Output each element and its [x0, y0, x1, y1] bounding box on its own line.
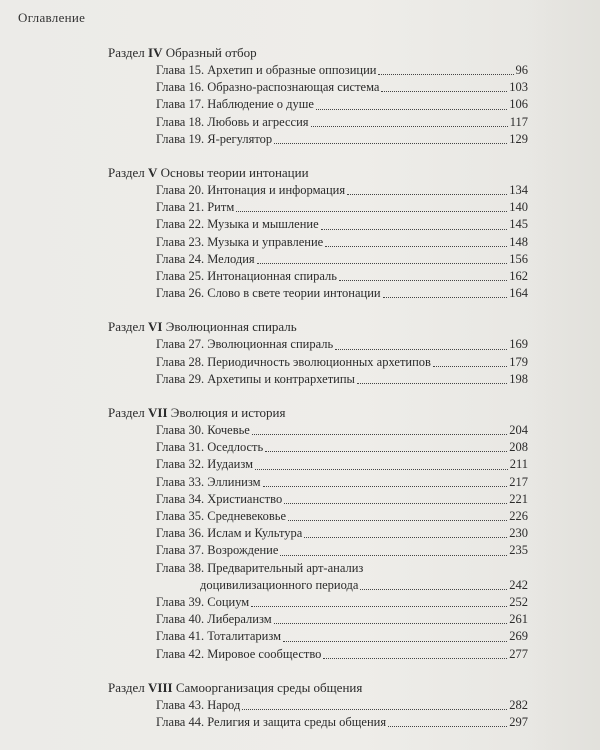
leader-dots [265, 451, 507, 452]
section-prefix: Раздел [108, 319, 145, 335]
leader-dots [283, 641, 507, 642]
chapter-entry[interactable] [156, 508, 528, 525]
leader-dots [316, 109, 507, 110]
leader-dots [378, 74, 513, 75]
page-number: 217 [509, 474, 528, 489]
page-number: 164 [509, 286, 528, 301]
chapter-entry[interactable] [156, 182, 528, 199]
chapter-label: Глава 28. Периодичность эволюционных архетипов [156, 354, 431, 369]
page-edge-shadow [530, 0, 600, 750]
chapter-label: Глава 32. Иудаизм [156, 457, 253, 472]
chapter-entry[interactable] [156, 697, 528, 714]
section-number: VIII [148, 679, 173, 695]
page-number: 117 [509, 114, 528, 129]
chapter-entry[interactable] [156, 251, 528, 268]
leader-dots [433, 366, 507, 367]
chapter-label: Глава 29. Архетипы и контрархетипы [156, 371, 355, 386]
chapter-entry[interactable] [156, 456, 528, 473]
page-number: 106 [509, 97, 528, 112]
chapter-entry[interactable] [156, 354, 528, 371]
page-number: 211 [509, 457, 528, 472]
chapter-label-continued: доцивилизационного периода [200, 577, 359, 592]
chapter-entry[interactable] [156, 611, 528, 628]
section-number: VII [148, 405, 168, 421]
page-number: 140 [509, 200, 528, 215]
chapter-entry[interactable] [156, 422, 528, 439]
leader-dots [284, 503, 507, 504]
chapter-entry[interactable] [156, 628, 528, 645]
chapter-list [156, 336, 528, 388]
leader-dots [381, 91, 507, 92]
leader-dots [383, 297, 508, 298]
leader-dots [304, 537, 507, 538]
section-prefix: Раздел [108, 405, 145, 421]
chapter-list [156, 62, 528, 148]
chapter-entry[interactable] [156, 234, 528, 251]
page-number: 261 [509, 612, 528, 627]
chapter-label: Глава 39. Социум [156, 595, 250, 610]
table-of-contents [108, 44, 528, 747]
chapter-label: Глава 26. Слово в свете теории интонации [156, 286, 381, 301]
chapter-entry[interactable] [156, 216, 528, 233]
section-title: Эволюционная спираль [165, 319, 297, 335]
chapter-label: Глава 31. Оседлость [156, 440, 264, 455]
page-number: 179 [509, 354, 528, 369]
section-prefix: Раздел [108, 679, 145, 695]
section-title: Основы теории интонации [160, 165, 309, 181]
section-number: VI [148, 319, 163, 335]
page-number: 96 [515, 63, 528, 77]
chapter-label: Глава 36. Ислам и Культура [156, 526, 303, 541]
chapter-list [156, 182, 528, 302]
chapter-entry[interactable] [156, 268, 528, 285]
leader-dots [388, 726, 507, 727]
toc-section [108, 318, 528, 388]
page-number: 156 [509, 251, 528, 266]
chapter-entry[interactable] [156, 646, 528, 663]
leader-dots [311, 126, 508, 127]
section-title: Эволюция и история [170, 405, 286, 421]
page-number: 282 [509, 697, 528, 712]
chapter-label: Глава 20. Интонация и информация [156, 183, 346, 198]
section-heading [108, 164, 528, 182]
toc-section [108, 164, 528, 302]
chapter-label: Глава 33. Эллинизм [156, 474, 261, 489]
page-header: Оглавление [18, 10, 86, 25]
chapter-label: Глава 21. Ритм [156, 200, 235, 215]
chapter-entry[interactable] [156, 371, 528, 388]
section-prefix: Раздел [108, 165, 145, 181]
chapter-label: Глава 22. Музыка и мышление [156, 217, 319, 232]
page-number: 221 [509, 491, 528, 506]
page-number: 230 [509, 526, 528, 541]
section-title: Самоорганизация среды общения [175, 679, 363, 695]
toc-section [108, 679, 528, 731]
page-number: 162 [509, 269, 528, 284]
toc-section [108, 404, 528, 663]
chapter-label: Глава 23. Музыка и управление [156, 234, 324, 249]
chapter-entry[interactable] [156, 714, 528, 731]
chapter-entry[interactable] [156, 491, 528, 508]
chapter-entry[interactable] [156, 560, 528, 594]
leader-dots [252, 434, 507, 435]
chapter-entry[interactable] [156, 594, 528, 611]
chapter-label: Глава 18. Любовь и агрессия [156, 114, 309, 129]
leader-dots [325, 246, 507, 247]
leader-dots [339, 280, 507, 281]
page-number: 297 [509, 715, 528, 730]
leader-dots [274, 143, 507, 144]
chapter-label: Глава 30. Кочевье [156, 423, 250, 438]
leader-dots [280, 555, 507, 556]
chapter-line-2 [156, 577, 528, 594]
chapter-entry[interactable] [156, 62, 528, 79]
page-number: 277 [509, 646, 528, 661]
chapter-entry[interactable] [156, 96, 528, 113]
leader-dots [360, 589, 507, 590]
chapter-label: Глава 37. Возрождение [156, 543, 279, 558]
section-number: IV [148, 45, 163, 60]
section-number: V [148, 165, 158, 181]
chapter-label: Глава 40. Либерализм [156, 612, 272, 627]
chapter-entry[interactable] [156, 439, 528, 456]
chapter-label: Глава 35. Средневековье [156, 509, 287, 524]
chapter-entry[interactable] [156, 285, 528, 302]
page-number: 252 [509, 595, 528, 610]
chapter-label: Глава 17. Наблюдение о душе [156, 97, 314, 112]
chapter-entry[interactable] [156, 114, 528, 131]
section-heading [108, 679, 528, 697]
leader-dots [257, 263, 508, 264]
chapter-label: Глава 19. Я-регулятор [156, 131, 273, 146]
chapter-list [156, 422, 528, 663]
section-heading [108, 318, 528, 336]
chapter-label: Глава 16. Образно-распознающая система [156, 80, 380, 95]
page-number: 204 [509, 423, 528, 438]
page-number: 103 [509, 80, 528, 95]
leader-dots [335, 349, 507, 350]
leader-dots [323, 658, 507, 659]
page-number: 129 [509, 131, 528, 146]
leader-dots [274, 623, 508, 624]
toc-section [108, 44, 528, 148]
chapter-list [156, 697, 528, 731]
page-number: 169 [509, 337, 528, 352]
chapter-label: Глава 44. Религия и защита среды общения [156, 715, 387, 730]
chapter-entry[interactable] [156, 199, 528, 216]
page-number: 235 [509, 543, 528, 558]
chapter-entry[interactable] [156, 336, 528, 353]
leader-dots [255, 469, 508, 470]
leader-dots [263, 486, 508, 487]
chapter-label: Глава 24. Мелодия [156, 251, 255, 266]
page-number: 145 [509, 217, 528, 232]
chapter-entry[interactable] [156, 79, 528, 96]
section-heading [108, 44, 528, 62]
section-prefix: Раздел [108, 45, 145, 60]
chapter-label: Глава 41. Тоталитаризм [156, 629, 281, 644]
chapter-label: Глава 42. Мировое сообщество [156, 646, 322, 661]
leader-dots [251, 606, 507, 607]
leader-dots [242, 709, 507, 710]
page-number: 134 [509, 183, 528, 198]
chapter-entry[interactable] [156, 474, 528, 491]
chapter-entry[interactable] [156, 525, 528, 542]
leader-dots [236, 211, 507, 212]
leader-dots [321, 229, 508, 230]
chapter-label: Глава 38. Предварительный арт-анализ [156, 560, 364, 575]
leader-dots [288, 520, 507, 521]
section-title: Образный отбор [165, 45, 257, 60]
leader-dots [347, 194, 507, 195]
leader-dots [357, 383, 507, 384]
chapter-label: Глава 27. Эволюционная спираль [156, 337, 334, 352]
page-number: 242 [509, 577, 528, 592]
chapter-label: Глава 43. Народ [156, 697, 241, 712]
chapter-entry[interactable] [156, 542, 528, 559]
page-number: 148 [509, 234, 528, 249]
page-number: 226 [509, 509, 528, 524]
chapter-label: Глава 25. Интонационная спираль [156, 269, 337, 284]
chapter-entry[interactable] [156, 131, 528, 148]
section-heading [108, 404, 528, 422]
chapter-label: Глава 34. Христианство [156, 491, 283, 506]
chapter-label: Глава 15. Архетип и образные оппозиции [156, 63, 377, 77]
page-number: 208 [509, 440, 528, 455]
page-number: 269 [509, 629, 528, 644]
page-number: 198 [509, 371, 528, 386]
